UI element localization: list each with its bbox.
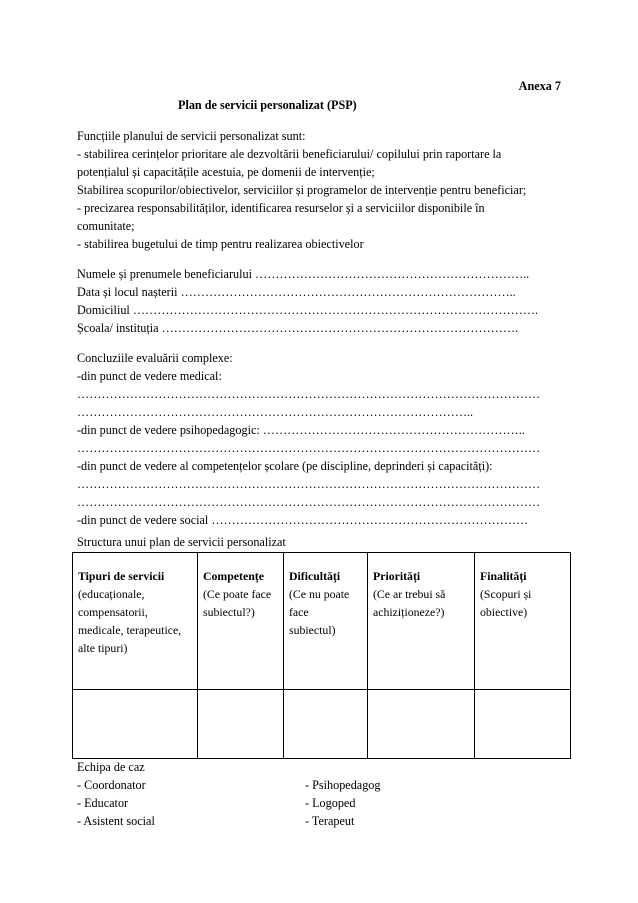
structure-title: Structura unui plan de servicii personalizat: [77, 535, 286, 549]
functions-intro: Funcțiile planului de servicii personalizat sunt:: [77, 129, 306, 143]
team-member: - Asistent social: [77, 814, 155, 828]
column-header-difficulties: [284, 553, 368, 690]
table-cell[interactable]: [284, 690, 368, 759]
table-cell[interactable]: [73, 690, 198, 759]
column-title: Priorități: [373, 569, 421, 583]
table-cell[interactable]: [475, 690, 571, 759]
team-member: - Logoped: [305, 796, 356, 810]
address-field: Domiciliul ……………………………………………………………………………………….: [77, 303, 539, 317]
psp-table: [72, 552, 571, 759]
column-description: (Ce nu poate face subiectul): [289, 587, 350, 637]
functions-line: potențialul și capacitățile acestuia, pe domenii de intervenție;: [77, 165, 375, 179]
team-member: - Educator: [77, 796, 129, 810]
team-member: - Coordonator: [77, 778, 146, 792]
evaluation-title: Concluziile evaluării complexe:: [77, 351, 233, 365]
evaluation-line: ……………………………………………………………………………………………………: [77, 441, 541, 455]
column-header-priorities: [368, 553, 475, 690]
evaluation-line: ……………………………………………………………………………………..: [77, 405, 474, 419]
table-cell[interactable]: [368, 690, 475, 759]
annex-label: Anexa 7: [518, 79, 561, 93]
column-description: (Ce ar trebui să achiziționeze?): [373, 587, 446, 619]
functions-line: - stabilirea cerințelor prioritare ale dezvoltării beneficiarului/ copilului prin raportare la: [77, 147, 502, 161]
table-row: [73, 690, 571, 759]
school-field: Școala/ instituția …………………………………………………………………………….: [77, 321, 519, 335]
evaluation-line: ……………………………………………………………………………………………………: [77, 495, 541, 509]
evaluation-line: ……………………………………………………………………………………………………: [77, 387, 541, 401]
birth-field: Data și locul nașterii ………………………………………………………………………..: [77, 285, 516, 299]
column-header-competences: [198, 553, 284, 690]
team-title: Echipa de caz: [77, 760, 145, 774]
column-title: Finalități: [480, 569, 527, 583]
column-title: Dificultăți: [289, 569, 341, 583]
column-header-service-types: [73, 553, 198, 690]
table-cell[interactable]: [198, 690, 284, 759]
column-description: (Ce poate face subiectul?): [203, 587, 272, 619]
evaluation-line: -din punct de vedere psihopedagogic: ………………………………………………………..: [77, 423, 525, 437]
column-header-finalities: [475, 553, 571, 690]
functions-line: comunitate;: [77, 219, 135, 233]
column-title: Competențe: [203, 569, 264, 583]
evaluation-line: -din punct de vedere medical:: [77, 369, 222, 383]
page-title: Plan de servicii personalizat (PSP): [178, 98, 357, 112]
evaluation-line: -din punct de vedere al competențelor școlare (pe discipline, deprinderi și capacități):: [77, 459, 493, 473]
team-member: - Psihopedagog: [305, 778, 381, 792]
column-description: (educaționale, compensatorii, medicale, terapeutice, alte tipuri): [78, 587, 182, 655]
beneficiary-name-field: Numele și prenumele beneficiarului …………………………………………………………..: [77, 267, 530, 281]
table-header-row: [73, 553, 571, 690]
evaluation-line: -din punct de vedere social ……………………………………………………………………: [77, 513, 529, 527]
functions-line: - precizarea responsabilităților, identificarea resurselor și a serviciilor disponibile în: [77, 201, 485, 215]
column-description: (Scopuri și obiective): [480, 587, 532, 619]
team-member: - Terapeut: [305, 814, 355, 828]
evaluation-line: ……………………………………………………………………………………………………: [77, 477, 541, 491]
column-title: Tipuri de servicii: [78, 569, 165, 583]
functions-line: - stabilirea bugetului de timp pentru realizarea obiectivelor: [77, 237, 364, 251]
functions-line: Stabilirea scopurilor/obiectivelor, serviciilor și programelor de intervenție pentru beneficiar;: [77, 183, 527, 197]
